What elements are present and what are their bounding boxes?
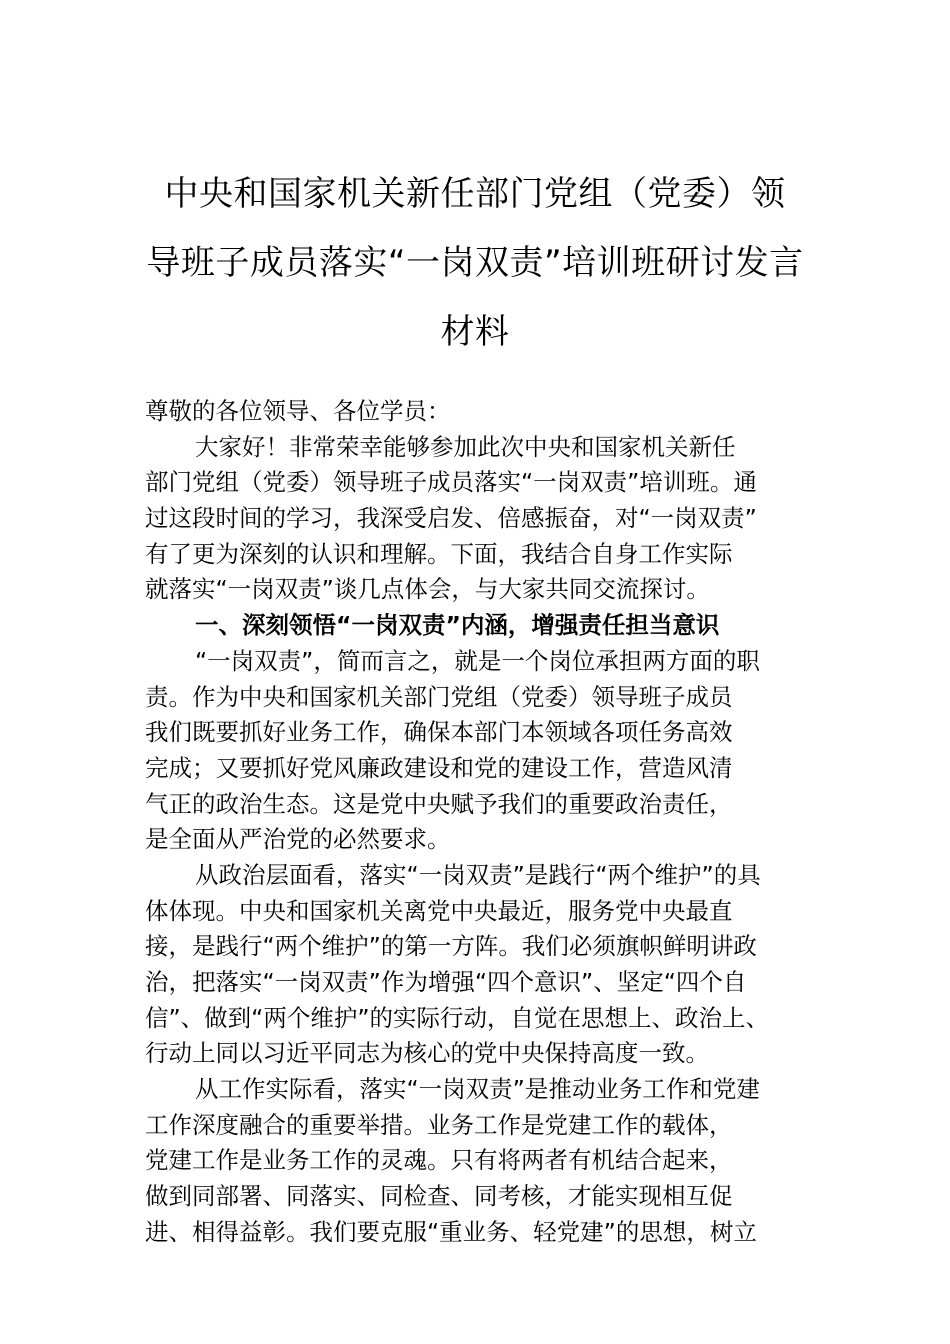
section-heading-text: 一、深刻领悟“一岗双责”内涵，增强责任担当意识	[195, 611, 720, 640]
paragraph-line: 就落实“一岗双责”谈几点体会，与大家共同交流探讨。	[145, 575, 710, 604]
salutation: 尊敬的各位领导、各位学员：	[145, 397, 451, 425]
paragraph-line: 我们既要抓好业务工作，确保本部门本领域各项任务高效	[145, 718, 733, 747]
paragraph-line: 气正的政治生态。这是党中央赋予我们的重要政治责任，	[145, 789, 733, 818]
title-line: 材料	[440, 312, 510, 352]
title-line: 导班子成员落实“一岗双责”培训班研讨发言	[146, 243, 804, 283]
paragraph-line: 大家好！非常荣幸能够参加此次中央和国家机关新任	[195, 432, 736, 461]
paragraph-line: 完成；又要抓好党风廉政建设和党的建设工作，营造风清	[145, 753, 733, 782]
paragraph-line: 过这段时间的学习，我深受启发、倍感振奋，对“一岗双责”	[145, 504, 757, 533]
paragraph-line: 行动上同以习近平同志为核心的党中央保持高度一致。	[145, 1039, 709, 1068]
document-body	[145, 394, 815, 1251]
paragraph-definition	[145, 644, 815, 858]
paragraph-line: 从工作实际看，落实“一岗双责”是推动业务工作和党建	[195, 1075, 760, 1104]
paragraph-line: 工作深度融合的重要举措。业务工作是党建工作的载体，	[145, 1110, 733, 1139]
paragraph-line: 是全面从严治党的必然要求。	[145, 825, 451, 854]
paragraph-line: 接，是践行“两个维护”的第一方阵。我们必须旗帜鲜明讲政	[145, 932, 757, 961]
paragraph-political	[145, 858, 815, 1072]
paragraph-line: “一岗双责”，简而言之，就是一个岗位承担两方面的职	[195, 646, 760, 675]
section-heading	[145, 608, 815, 644]
paragraph-line: 责。作为中央和国家机关部门党组（党委）领导班子成员	[145, 682, 733, 711]
paragraph-line: 做到同部署、同落实、同检查、同考核，才能实现相互促	[145, 1182, 733, 1211]
paragraph-line: 有了更为深刻的认识和理解。下面，我结合自身工作实际	[145, 539, 733, 568]
paragraph-line: 信”、做到“两个维护”的实际行动，自觉在思想上、政治上、	[145, 1003, 770, 1032]
paragraph-line: 党建工作是业务工作的灵魂。只有将两者有机结合起来，	[145, 1146, 733, 1175]
paragraph-line: 治，把落实“一岗双责”作为增强“四个意识”、坚定“四个自	[145, 968, 747, 996]
paragraph-line: 部门党组（党委）领导班子成员落实“一岗双责”培训班。通	[145, 468, 757, 497]
paragraph-greeting	[145, 430, 815, 608]
paragraph-line: 进、相得益彰。我们要克服“重业务、轻党建”的思想，树立	[145, 1217, 757, 1246]
paragraph-line: 从政治层面看，落实“一岗双责”是践行“两个维护”的具	[195, 860, 761, 889]
title-line: 中央和国家机关新任部门党组（党委）领	[164, 174, 786, 214]
document-title	[120, 160, 830, 367]
paragraph-practical	[145, 1072, 815, 1250]
paragraph-line: 体体现。中央和国家机关离党中央最近，服务党中央最直	[145, 896, 733, 925]
